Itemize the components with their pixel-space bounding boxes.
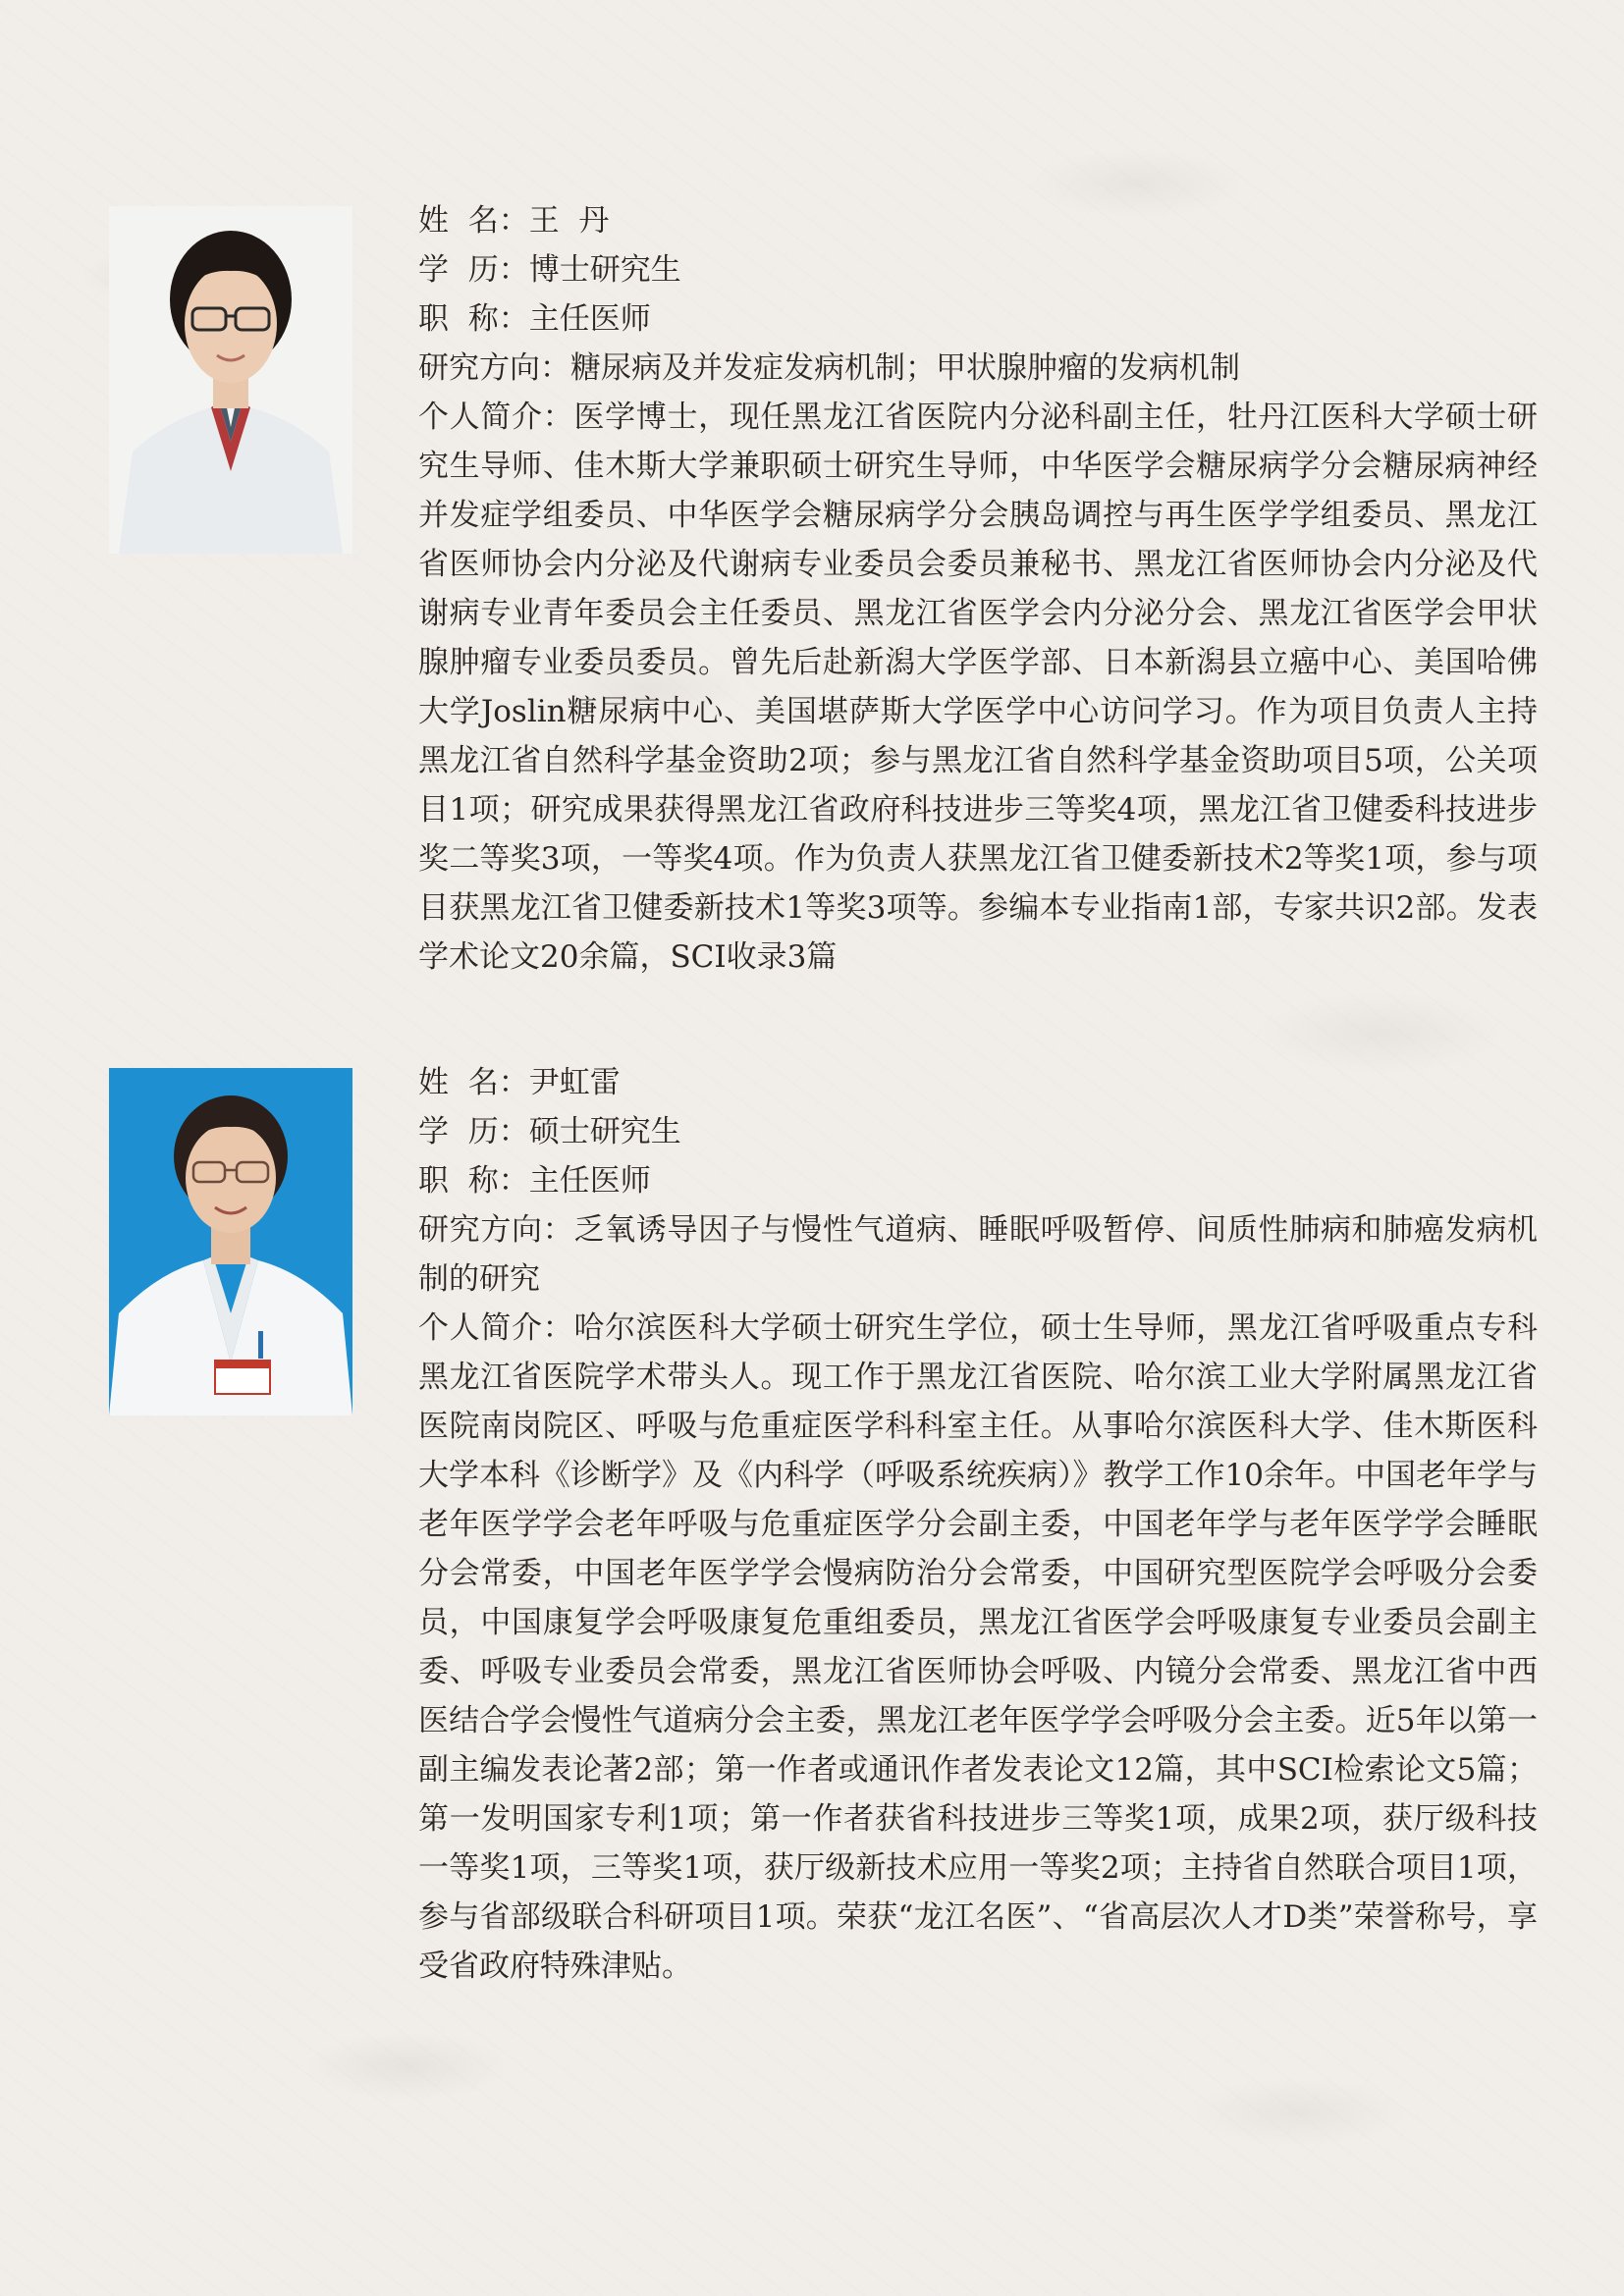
title-row bbox=[418, 294, 1547, 344]
education-value: 博士研究生 bbox=[528, 252, 681, 288]
education-label: 学 历： bbox=[418, 252, 529, 288]
education-label: 学 历： bbox=[418, 1114, 529, 1149]
name-value: 尹虹雷 bbox=[528, 1065, 621, 1100]
research-value: 乏氧诱导因子与慢性气道病、睡眠呼吸暂停、间质性肺病和肺癌发病机制的研究 bbox=[418, 1212, 1539, 1297]
education-value: 硕士研究生 bbox=[528, 1114, 681, 1149]
profile-info-2 bbox=[418, 1058, 1547, 1991]
research-label: 研究方向： bbox=[418, 1212, 574, 1248]
bio-label: 个人简介： bbox=[418, 1310, 574, 1346]
title-value: 主任医师 bbox=[528, 301, 651, 337]
research-row bbox=[418, 1205, 1538, 1304]
title-label: 职 称： bbox=[418, 301, 529, 337]
bio-paragraph bbox=[418, 1304, 1538, 1991]
research-row bbox=[418, 344, 1547, 393]
profile-info-1 bbox=[418, 196, 1547, 982]
education-row bbox=[418, 245, 1547, 294]
bio-label: 个人简介： bbox=[418, 400, 574, 435]
bio-value: 医学博士，现任黑龙江省医院内分泌科副主任，牡丹江医科大学硕士研究生导师、佳木斯大学兼职硕士研究生导师，中华医学会糖尿病学分会糖尿病神经并发症学组委员、中华医学会糖尿病学分会胰岛调控与再生医学学组委员、黑龙江省医师协会内分泌及代谢病专业委员会委员兼秘书、黑龙江省医师协会内分泌及代谢病专业青年委员会主任委员、黑龙江省医学会内分泌分会、黑龙江省医学会甲状腺肿瘤专业委员委员。曾先后赴新潟大学医学部、日本新潟县立癌中心、美国哈佛大学Joslin糖尿病中心、美国堪萨斯大学医学中心访问学习。作为项目负责人主持黑龙江省自然科学基金资助2项；参与黑龙江省自然科学基金资助项目5项，公关项目1项；研究成果获得黑龙江省政府科技进步三等奖4项，黑龙江省卫健委科技进步奖二等奖3项，一等奖4项。作为负责人获黑龙江省卫健委新技术2等奖1项，参与项目获黑龙江省卫健委新技术1等奖3项等。参编本专业指南1部，专家共识2部。发表学术论文20余篇，SCI收录3篇 bbox=[418, 400, 1539, 975]
name-label: 姓 名： bbox=[418, 1065, 529, 1100]
title-label: 职 称： bbox=[418, 1163, 529, 1199]
doctor-photo-2 bbox=[109, 1068, 352, 1415]
name-row bbox=[418, 1058, 1547, 1107]
name-label: 姓 名： bbox=[418, 203, 529, 239]
doctor-photo-1 bbox=[109, 206, 352, 554]
bio-paragraph bbox=[418, 393, 1538, 982]
research-value: 糖尿病及并发症发病机制；甲状腺肿瘤的发病机制 bbox=[570, 350, 1240, 386]
title-value: 主任医师 bbox=[528, 1163, 651, 1199]
name-row bbox=[418, 196, 1547, 245]
research-label: 研究方向： bbox=[418, 350, 570, 386]
bio-value: 哈尔滨医科大学硕士研究生学位，硕士生导师，黑龙江省呼吸重点专科黑龙江省医院学术带头人。现工作于黑龙江省医院、哈尔滨工业大学附属黑龙江省医院南岗院区、呼吸与危重症医学科科室主任。从事哈尔滨医科大学、佳木斯医科大学本科《诊断学》及《内科学（呼吸系统疾病）》教学工作10余年。中国老年学与老年医学学会老年呼吸与危重症医学分会副主委，中国老年学与老年医学学会睡眠分会常委，中国老年医学学会慢病防治分会常委，中国研究型医院学会呼吸分会委员，中国康复学会呼吸康复危重组委员，黑龙江省医学会呼吸康复专业委员会副主委、呼吸专业委员会常委，黑龙江省医师协会呼吸、内镜分会常委、黑龙江省中西医结合学会慢性气道病分会主委，黑龙江老年医学学会呼吸分会主委。近5年以第一副主编发表论著2部；第一作者或通讯作者发表论文12篇，其中SCI检索论文5篇；第一发明国家专利1项；第一作者获省科技进步三等奖1项，成果2项，获厅级科技一等奖1项，三等奖1项，获厅级新技术应用一等奖2项；主持省自然联合项目1项，参与省部级联合科研项目1项。荣获“龙江名医”、“省高层次人才D类”荣誉称号，享受省政府特殊津贴。 bbox=[418, 1310, 1539, 1984]
name-value: 王 丹 bbox=[528, 203, 610, 239]
title-row bbox=[418, 1156, 1547, 1205]
education-row bbox=[418, 1107, 1547, 1156]
